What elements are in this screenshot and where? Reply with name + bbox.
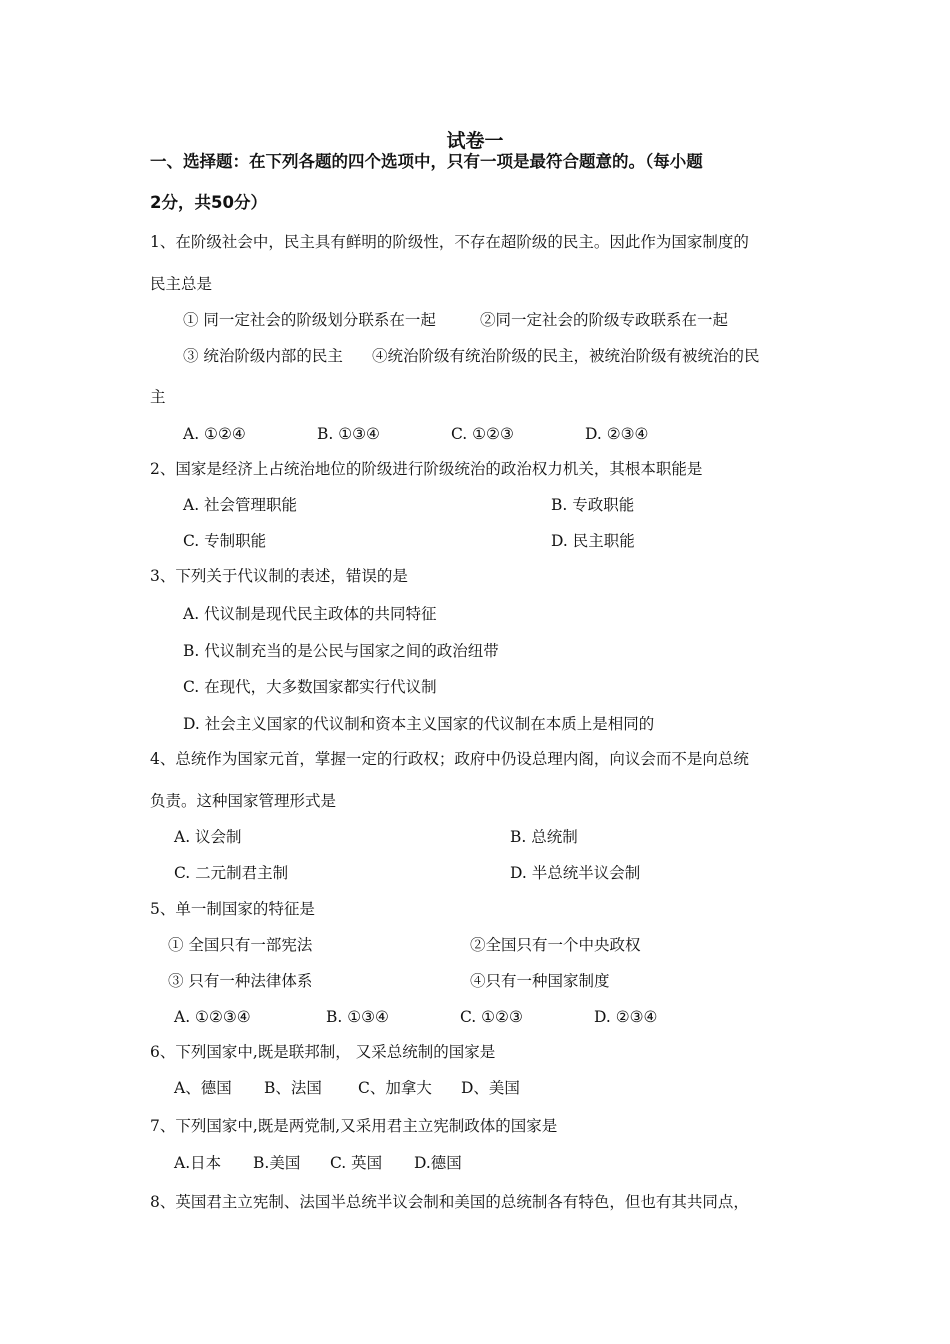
question-5-statement-2: ②全国只有一个中央政权: [470, 936, 641, 954]
question-7-stem: 7、下列国家中,既是两党制,又采用君主立宪制政体的国家是: [150, 1117, 558, 1135]
question-7-option-c: C. 英国: [330, 1154, 383, 1172]
question-6-option-d: D、美国: [461, 1079, 520, 1097]
question-5-option-d: D. ②③④: [594, 1008, 658, 1026]
question-1-stem: 1、在阶级社会中，民主具有鲜明的阶级性，不存在超阶级的民主。因此作为国家制度的: [150, 233, 749, 251]
question-1-option-c: C. ①②③: [451, 425, 514, 443]
question-1-stem-cont: 民主总是: [150, 275, 213, 293]
question-1-statement-4: ④统治阶级有统治阶级的民主，被统治阶级有被统治的民: [372, 347, 760, 365]
question-1-option-b: B. ①③④: [317, 425, 380, 443]
question-6-stem: 6、下列国家中,既是联邦制， 又采总统制的国家是: [150, 1043, 496, 1061]
question-5-statement-3: ③ 只有一种法律体系: [168, 972, 313, 990]
question-6-option-b: B、法国: [264, 1079, 322, 1097]
question-5-statement-4: ④只有一种国家制度: [470, 972, 610, 990]
question-2-option-b: B. 专政职能: [551, 496, 635, 514]
question-4-option-d: D. 半总统半议会制: [510, 864, 641, 882]
question-3-stem: 3、下列关于代议制的表述，错误的是: [150, 567, 408, 585]
question-5-option-b: B. ①③④: [326, 1008, 389, 1026]
question-1-statement-2: ②同一定社会的阶级专政联系在一起: [480, 311, 729, 329]
question-3-option-d: D. 社会主义国家的代议制和资本主义国家的代议制在本质上是相同的: [183, 715, 655, 733]
question-3-option-a: A. 代议制是现代民主政体的共同特征: [183, 605, 437, 623]
question-4-option-a: A. 议会制: [174, 828, 242, 846]
question-2-option-a: A. 社会管理职能: [183, 496, 298, 514]
question-2-option-c: C. 专制职能: [183, 532, 267, 550]
question-7-option-a: A.日本: [174, 1154, 222, 1172]
question-1-statement-3: ③ 统治阶级内部的民主: [183, 347, 343, 365]
question-1-option-d: D. ②③④: [585, 425, 649, 443]
question-6-option-a: A、德国: [174, 1079, 232, 1097]
question-5-option-c: C. ①②③: [460, 1008, 523, 1026]
question-5-stem: 5、单一制国家的特征是: [150, 900, 315, 918]
question-3-option-b: B. 代议制充当的是公民与国家之间的政治纽带: [183, 642, 499, 660]
question-1-statement-4-cont: 主: [150, 388, 166, 406]
question-4-stem-cont: 负责。这种国家管理形式是: [150, 792, 337, 810]
question-2-option-d: D. 民主职能: [551, 532, 635, 550]
section-heading-cont: 2分，共50分）: [150, 193, 267, 212]
question-7-option-b: B.美国: [253, 1154, 301, 1172]
exam-title: 试卷一: [446, 130, 504, 152]
question-2-stem: 2、国家是经济上占统治地位的阶级进行阶级统治的政治权力机关，其根本职能是: [150, 460, 703, 478]
section-heading: 一、选择题：在下列各题的四个选项中，只有一项是最符合题意的。（每小题: [150, 152, 703, 171]
question-4-option-c: C. 二元制君主制: [174, 864, 289, 882]
question-5-option-a: A. ①②③④: [174, 1008, 251, 1026]
question-8-stem: 8、英国君主立宪制、法国半总统半议会制和美国的总统制各有特色，但也有其共同点，: [150, 1193, 749, 1211]
question-4-option-b: B. 总统制: [510, 828, 578, 846]
question-7-option-d: D.德国: [414, 1154, 462, 1172]
question-1-option-a: A. ①②④: [183, 425, 246, 443]
question-5-statement-1: ① 全国只有一部宪法: [168, 936, 313, 954]
question-6-option-c: C、加拿大: [358, 1079, 432, 1097]
question-1-statement-1: ① 同一定社会的阶级划分联系在一起: [183, 311, 436, 329]
question-3-option-c: C. 在现代，大多数国家都实行代议制: [183, 678, 437, 696]
question-4-stem: 4、总统作为国家元首，掌握一定的行政权；政府中仍设总理内阁，向议会而不是向总统: [150, 750, 749, 768]
